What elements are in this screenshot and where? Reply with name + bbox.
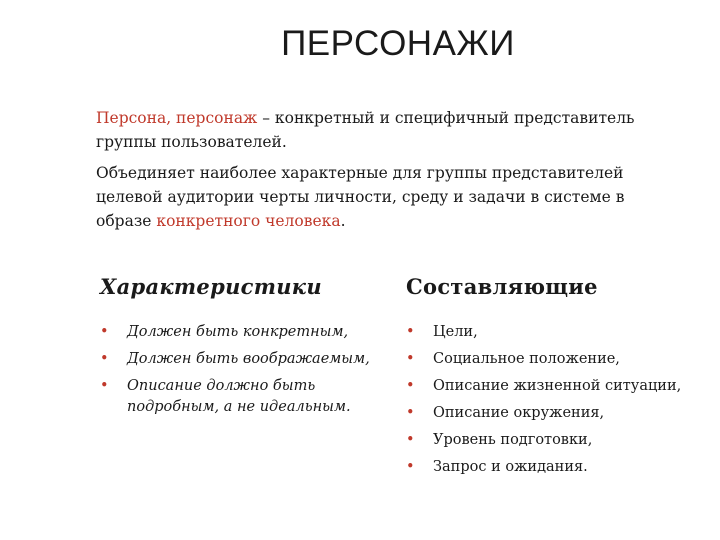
bullet-icon: • xyxy=(100,351,109,367)
list-item xyxy=(100,349,390,370)
list-item xyxy=(406,430,706,451)
characteristics-list xyxy=(100,322,390,418)
characteristics-column xyxy=(100,272,390,424)
bullet-icon: • xyxy=(406,405,415,421)
bullet-icon: • xyxy=(406,351,415,367)
list-item xyxy=(100,376,390,418)
bullet-icon: • xyxy=(406,324,415,340)
list-item-text: Описание жизненной ситуации, xyxy=(433,378,682,394)
components-heading: Составляющие xyxy=(406,274,598,299)
characteristics-heading: Характеристики xyxy=(100,274,322,299)
list-item xyxy=(406,349,706,370)
bullet-icon: • xyxy=(406,432,415,448)
bullet-icon: • xyxy=(406,459,415,475)
components-list xyxy=(406,322,706,478)
list-item xyxy=(100,322,390,343)
list-item-text: Уровень подготовки, xyxy=(433,432,593,448)
definition-paragraph xyxy=(96,106,676,154)
description-highlight: конкретного человека xyxy=(156,212,341,230)
list-item-text: Описание должно быть подробным, а не идеальным. xyxy=(127,378,351,415)
list-item-text: Социальное положение, xyxy=(433,351,620,367)
list-item xyxy=(406,376,706,397)
description-paragraph xyxy=(96,161,676,233)
bullet-icon: • xyxy=(100,324,109,340)
list-item xyxy=(406,403,706,424)
list-item-text: Запрос и ожидания. xyxy=(433,459,588,475)
list-item xyxy=(406,457,706,478)
components-column xyxy=(406,272,706,484)
description-text: Объединяет наиболее характерные для группы представителей целевой аудитории черты личности, среду и задачи в системе в образе xyxy=(96,164,625,230)
bullet-icon: • xyxy=(100,378,109,394)
list-item-text: Цели, xyxy=(433,324,478,340)
definition-text: – конкретный и специфичный представитель группы пользователей. xyxy=(96,109,635,151)
list-item-text: Описание окружения, xyxy=(433,405,605,421)
list-item-text: Должен быть конкретным, xyxy=(127,324,349,340)
intro-block xyxy=(96,106,676,240)
description-end: . xyxy=(340,212,346,230)
list-item xyxy=(406,322,706,343)
bullet-icon: • xyxy=(406,378,415,394)
list-item-text: Должен быть воображаемым, xyxy=(127,351,370,367)
slide-title: ПЕРСОНАЖИ xyxy=(281,24,515,63)
definition-term: Персона, персонаж xyxy=(96,109,258,127)
